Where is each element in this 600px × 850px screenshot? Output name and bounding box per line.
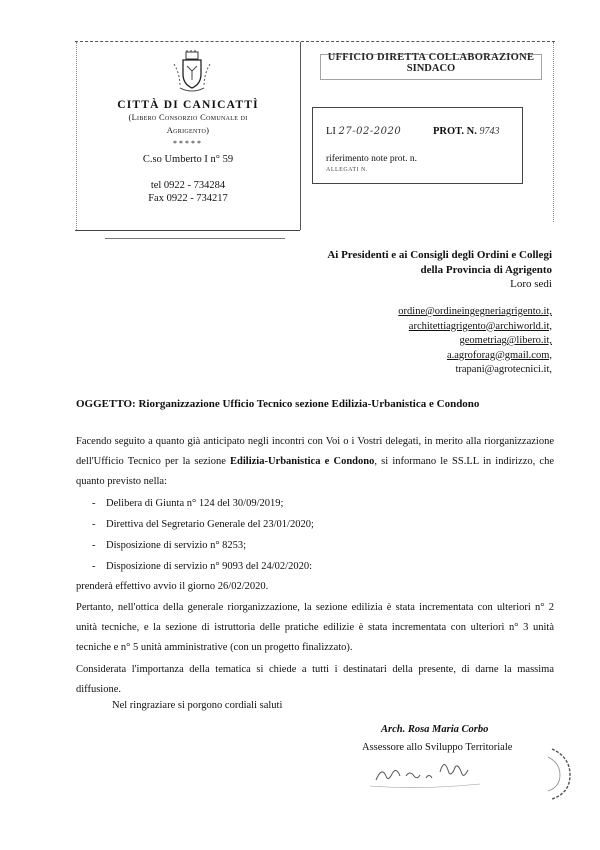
recipient-line-2: della Provincia di Agrigento <box>420 263 552 276</box>
list-item-text: Disposizione di servizio n° 9093 del 24/02/2020: <box>106 561 313 572</box>
header-bottom-rule <box>75 230 300 231</box>
header-right-rule <box>553 42 554 222</box>
paragraph-3: Considerata l'importanza della tematica si chiede a tutti i destinatari della presente, di darne la massima diffusione. <box>76 664 554 696</box>
list-item-text: Direttiva del Segretario Generale del 23/01/2020; <box>106 519 314 530</box>
list-conclusion: prenderà effettivo avvio il giorno 26/02/2020. <box>76 581 269 592</box>
fax: Fax 0922 - 734217 <box>148 193 228 204</box>
signatory-role: Assessore allo Sviluppo Territoriale <box>362 742 513 753</box>
office-stamp <box>316 52 546 82</box>
coat-of-arms-icon <box>170 50 214 92</box>
list-item: - Direttiva del Segretario Generale del 23/01/2020; <box>76 514 314 535</box>
recipient-line-3: Loro sedi <box>510 278 552 290</box>
protocol-number <box>433 126 499 137</box>
consortium-line-2: Agrigento) <box>166 125 210 135</box>
issuer-block <box>76 99 300 205</box>
protocol-number-label: PROT. N. <box>433 126 477 137</box>
email-link[interactable]: architettiagrigento@archiworld.it, <box>408 320 552 332</box>
reference-label: riferimento note prot. n. <box>326 154 418 164</box>
recipient-block <box>327 248 552 292</box>
list-item-text: Delibera di Giunta n° 124 del 30/09/2019; <box>106 498 284 509</box>
email-link[interactable]: ordine@ordineingegneriagrigento.it, <box>398 306 552 317</box>
street-address: C.so Umberto I n° 59 <box>142 154 234 165</box>
email-link[interactable]: a.agroforag@gmail.com, <box>446 349 552 361</box>
official-seal-icon <box>532 745 576 803</box>
recipient-line-1: Ai Presidenti e ai Consigli degli Ordini e Collegi <box>327 249 552 261</box>
list-item-text: Disposizione di servizio n° 8253; <box>106 540 247 551</box>
paragraph-2: Pertanto, nell'ottica della generale riorganizzazione, la sezione edilizia è stata incrementata con ulteriori n° 2 unità tecniche, e la sezione di istruttoria delle pratiche edilizie è stata incrementata con ulteriori n° 3 unità tecniche e n° 5 unità amministrative (con un progetto finalizzato). <box>76 602 554 654</box>
reference-list <box>76 493 314 577</box>
consortium-line-1: (Libero Consorzio Comunale di <box>128 112 248 122</box>
header-top-rule <box>75 41 555 42</box>
telephone: tel 0922 - 734284 <box>150 180 226 191</box>
email-link[interactable]: geometriag@libero.it, <box>459 335 552 346</box>
attachments-label: ALLEGATI N. <box>326 167 368 173</box>
list-item: - Delibera di Giunta n° 124 del 30/09/2019; <box>76 493 314 514</box>
paragraph-1-bold: Edilizia-Urbanistica e Condono <box>230 456 375 468</box>
stamp-line-2: SINDACO <box>406 63 456 74</box>
email-list <box>398 305 552 378</box>
header-bottom-rule-2 <box>105 238 285 239</box>
handwritten-signature-icon <box>368 752 488 792</box>
protocol-date <box>326 126 401 137</box>
paragraph-1 <box>76 432 554 493</box>
paragraph-1-text-a: Facendo seguito a quanto già anticipato negli incontri con Voi o i Vostri delegati, in merito alla riorganizzazione dell'Ufficio Tecnico per la sezione <box>76 436 554 468</box>
list-item: - Disposizione di servizio n° 8253; <box>76 535 314 556</box>
protocol-date-value: 27-02-2020 <box>338 126 402 137</box>
protocol-number-value: 9743 <box>479 126 500 137</box>
signatory-name: Arch. Rosa Maria Corbo <box>381 724 489 735</box>
stamp-line-1: UFFICIO DIRETTA COLLABORAZIONE <box>327 52 535 63</box>
stars-divider: ***** <box>173 139 203 148</box>
protocol-date-label: LI <box>326 126 336 137</box>
header-mid-rule <box>300 42 301 230</box>
paragraph-1-text-b: , si informano le SS.LL in indirizzo, che quanto previsto nella: <box>76 456 554 488</box>
list-item: - Disposizione di servizio n° 9093 del 24/02/2020: <box>76 556 314 577</box>
subject-line: OGGETTO: Riorganizzazione Ufficio Tecnico sezione Edilizia-Urbanistica e Condono <box>76 398 480 410</box>
email-link[interactable]: trapani@agrotecnici.it, <box>455 364 552 375</box>
city-name: CITTÀ DI CANICATTÌ <box>117 99 259 111</box>
closing-line: Nel ringraziare si porgono cordiali saluti <box>112 700 283 711</box>
